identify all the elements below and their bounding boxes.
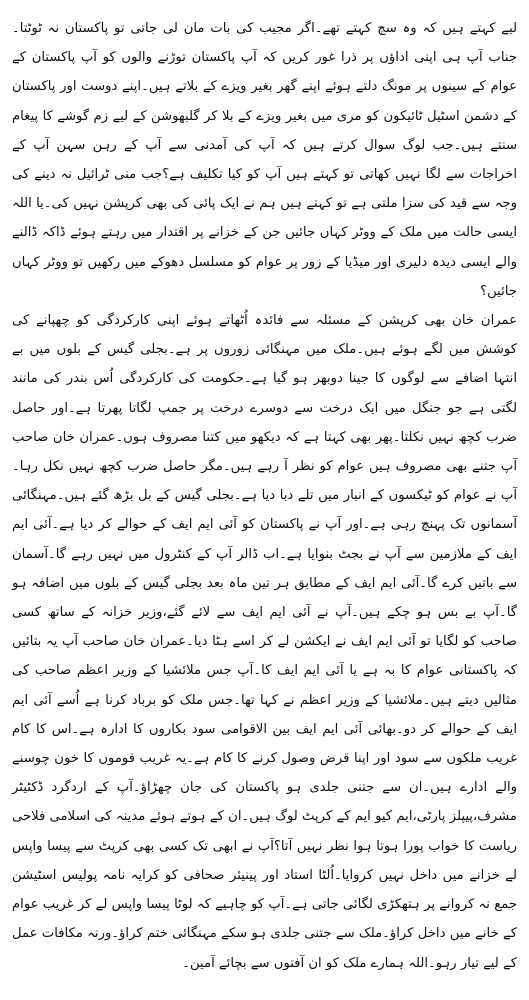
article-paragraph-2: عمران خان بھی کرپشن کے مسئلہ سے فائدہ اُٹھاتے ہوئے اپنی کارکردگی کو چھپانے کی کوشش میں لگے ہوئے ہیں۔ملک میں مہنگائی زوروں پر ہے۔بجلی گیس کے بلوں میں بے انتہا اضافے سے لوگوں کا جینا دوبھر ہو گیا ہے۔حکومت کی کارکردگی اُس بندر کی مانند لگتی ہے جو جنگل میں ایک درخت سے دوسرے درخت پر جمپ لگاتا پھرتا ہے۔اور حاصل ضرب کچھ نہیں نکلتا۔پھر بھی کہتا ہے کہ دیکھو میں کتنا مصروف ہوں۔عمران خان صاحب آپ جتنے بھی مصروف ہیں عوام کو نظر آ رہے ہیں۔مگر حاصل ضرب کچھ نہیں نکل رہا۔ آپ نے عوام کو ٹیکسوں کے انبار میں تلے دبا دیا ہے۔بجلی گیس کے بل بڑھ گئے ہیں۔مہنگائی آسمانوں تک پہنچ رہی ہے۔اور آپ نے پاکستان کو آئی ایم ایف کے حوالے کر دیا ہے۔آئی ایم ایف کے ملازمین سے آپ نے بجٹ بنوایا ہے۔اب ڈالر آپ کے کنٹرول میں نہیں رہے گا۔آسمان سے باتیں کرے گا۔آئی ایم ایف کے مطابق ہر تین ماہ بعد بجلی گیس کے بلوں میں اضافہ ہو گا۔آپ بے بس ہو چکے ہیں۔آپ نے آئی ایم ایف سے لائے گئے،وزیر خزانہ کے ساتھ کسی صاحب کو لگایا تو آئی ایم ایف نے ایکشن لے کر اسے ہٹا دیا۔عمران خان صاحب آپ یہ بتائیں کہ پاکستانی عوام کا بہ ہے یا آئی ایم ایف کا۔آپ جس ملائشیا کے وزیر اعظم صاحب کی مثالیں دیتے ہیں۔ملائشیا کے وزیر اعظم نے کہا تھا۔جس ملک کو برباد کرنا ہے اُسے آئی ایم ایف کے حوالے کر دو۔بھائی آئی ایم ایف بین الاقوامی سود بکاروں کا ادارہ ہے۔اس کا کام غریب ملکوں سے سود اور اپنا قرض وصول کرنے کا کام ہے۔یہ غریب قوموں کا خون چوسنے والے ادارے ہیں۔ان سے جتنی جلدی ہو پاکستان کی جان چھڑاؤ۔آپ کے اردگرد ڈکٹیٹر مشرف،پیپلز پارٹی،ایم کیو ایم کے کرپٹ لوگ ہیں۔ان کے ہوتے ہوئے مدینہ کی اسلامی فلاحی ریاست کا خواب پورا ہوتا ہوا نظر نہیں آتا؟آپ نے ابھی تک کسی بھی کرپٹ سے پیسا واپس لے خزانے میں داخل نہیں کروایا۔اُلٹا استاد اور پینیئر صحافی کو کرایہ نامہ پولیس اسٹیشن جمع نہ کروانے پر ہتھکڑی لگائی جاتی ہے۔آپ کو چاہیے کہ لوٹا پیسا واپس لے کر غریب عوام کے خانے میں داخل کراؤ۔ملک سے جتنی جلدی ہو سکے مہنگائی ختم کراؤ۔ورنہ مکافات عمل کے لیے تیار رہو۔اللہ ہمارے ملک کو ان آفتوں سے بچائے آمین۔ [12,313,517,971]
article-paragraph-1: لیے کہتے ہیں کہ وہ سچ کہتے تھے۔اگر مجیب کی بات مان لی جاتی تو پاکستان نہ ٹوٹتا۔جناب آپ ہی اپنی اداؤں پر ذرا غور کریں کہ آپ پاکستان توڑنے والوں کو آپ پاکستان کے عوام کے سینوں پر مونگ دلتے ہوئے اپنے گھر بغیر ویزے کے بلاتے ہیں۔اپنے دوست اور پاکستان کے دشمن اسٹیل ٹائیکون کو مری میں بغیر ویزے کے بلا کر گلبھوشن کے لیے زم گوشے کا پیغام سنتے ہیں۔جب لوگ سوال کرتے ہیں کہ آپ کی آمدنی سے آپ کے رہن سہن آپ کے اخراجات سے لگا نہیں کھاتی تو کہتے ہیں آپ کو کیا تکلیف ہے؟جب منی ٹرائیل نہ دینے کی وجہ سے قید کی سزا ملتی ہے تو کہتے ہیں ہم نے ایک پائی کی بھی کرپشن نہیں کی۔یا اللہ ایسی حالت میں ملک کے ووٹر کہاں جائیں جن کے خزانے پر اقتدار میں رہتے ہوئے ڈاکہ ڈالنے والے ایسی دیدہ دلیری اور میڈیا کے زور پر عوام کو مسلسل دھوکے میں رکھیں تو ووٹر کہاں جائیں؟ [12,21,517,299]
